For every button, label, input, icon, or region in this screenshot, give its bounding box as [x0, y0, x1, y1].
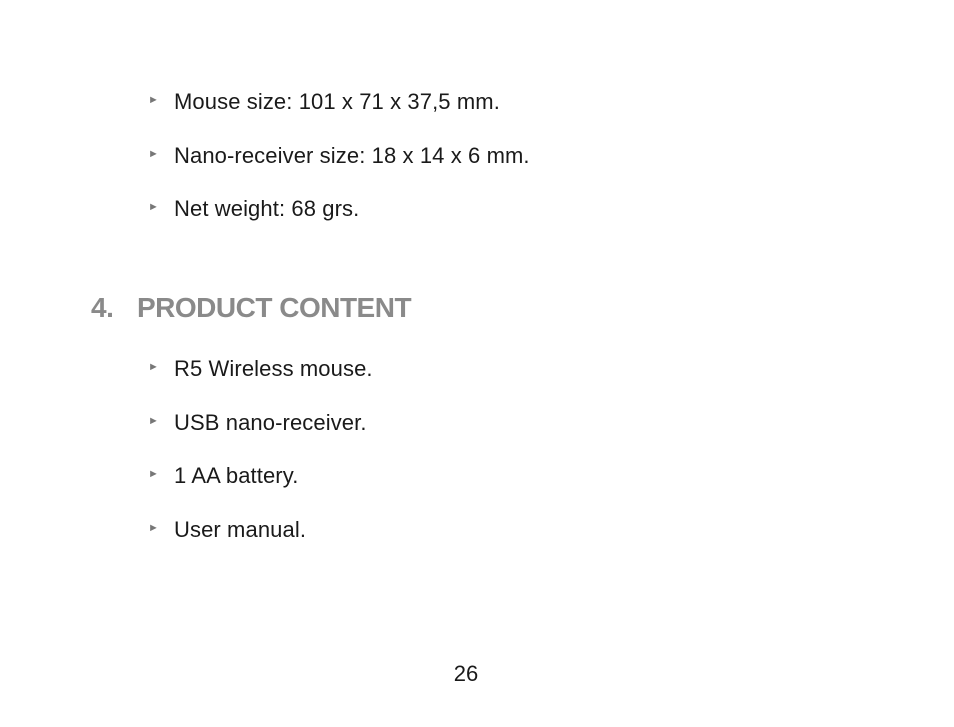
section-number: 4.	[91, 292, 114, 323]
triangle-bullet-icon: ►	[148, 201, 159, 213]
triangle-bullet-icon: ►	[148, 94, 159, 106]
page-number: 26	[453, 661, 479, 686]
list-item	[148, 516, 373, 570]
list-item-text: Mouse size: 101 x 71 x 37,5 mm.	[174, 89, 500, 114]
list-item-text: 1 AA battery.	[174, 463, 299, 488]
section-heading	[91, 290, 411, 326]
section-title: PRODUCT CONTENT	[137, 292, 412, 323]
triangle-bullet-icon: ►	[148, 468, 159, 480]
list-item	[148, 409, 373, 463]
list-item	[148, 355, 373, 409]
triangle-bullet-icon: ►	[148, 414, 159, 427]
triangle-bullet-icon: ►	[148, 147, 159, 160]
list-item-text: USB nano-receiver.	[174, 409, 367, 435]
list-item-text: R5 Wireless mouse.	[174, 356, 373, 381]
list-item-text: Net weight: 68 grs.	[174, 196, 360, 221]
list-item	[148, 88, 530, 142]
list-item	[148, 462, 373, 516]
list-item-text: Nano-receiver size: 18 x 14 x 6 mm.	[174, 142, 530, 168]
triangle-bullet-icon: ►	[148, 521, 159, 534]
product-content-list	[148, 355, 373, 569]
specifications-list	[148, 88, 530, 249]
list-item	[148, 142, 530, 196]
triangle-bullet-icon: ►	[148, 361, 159, 373]
list-item	[148, 195, 530, 249]
list-item-text: User manual.	[174, 516, 307, 542]
